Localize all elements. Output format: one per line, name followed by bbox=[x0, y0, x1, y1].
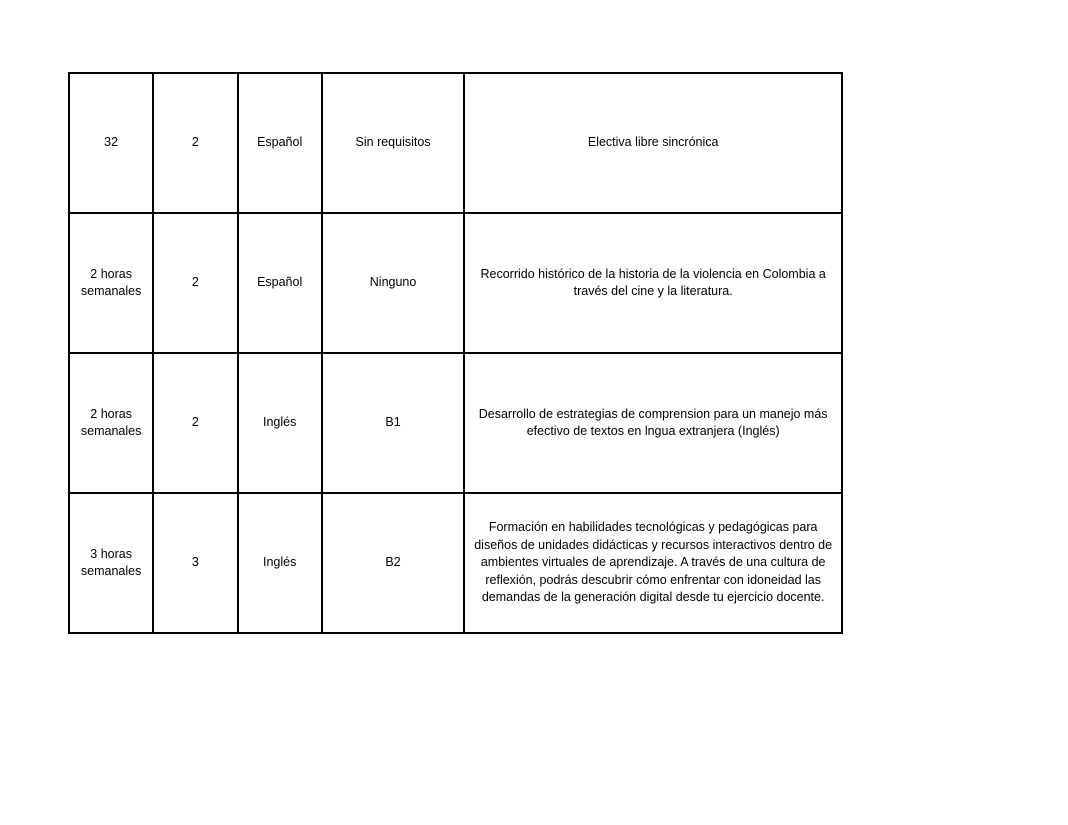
credits-cell: 2 bbox=[153, 353, 237, 493]
requirements-cell: B1 bbox=[322, 353, 465, 493]
course-table bbox=[68, 72, 843, 634]
credits-cell: 3 bbox=[153, 493, 237, 633]
language-cell: Español bbox=[238, 213, 322, 353]
language-cell: Inglés bbox=[238, 353, 322, 493]
table-row bbox=[69, 213, 842, 353]
table-row bbox=[69, 73, 842, 213]
hours-cell: 2 horas semanales bbox=[69, 353, 153, 493]
language-cell: Inglés bbox=[238, 493, 322, 633]
table-row bbox=[69, 493, 842, 633]
description-cell: Desarrollo de estrategias de comprension para un manejo más efectivo de textos en lngua extranjera (Inglés) bbox=[464, 353, 842, 493]
requirements-cell: B2 bbox=[322, 493, 465, 633]
language-cell: Español bbox=[238, 73, 322, 213]
description-cell: Recorrido histórico de la historia de la violencia en Colombia a través del cine y la literatura. bbox=[464, 213, 842, 353]
hours-cell: 3 horas semanales bbox=[69, 493, 153, 633]
credits-cell: 2 bbox=[153, 213, 237, 353]
description-cell: Formación en habilidades tecnológicas y pedagógicas para diseños de unidades didácticas y recursos interactivos dentro de ambientes virtuales de aprendizaje. A través de una cultura de reflexión, podrás descubrir cómo enfrentar con idoneidad las demandas de la generación digital desde tu ejercicio docente. bbox=[464, 493, 842, 633]
credits-cell: 2 bbox=[153, 73, 237, 213]
hours-cell: 32 bbox=[69, 73, 153, 213]
hours-cell: 2 horas semanales bbox=[69, 213, 153, 353]
table-row bbox=[69, 353, 842, 493]
requirements-cell: Ninguno bbox=[322, 213, 465, 353]
description-cell: Electiva libre sincrónica bbox=[464, 73, 842, 213]
requirements-cell: Sin requisitos bbox=[322, 73, 465, 213]
